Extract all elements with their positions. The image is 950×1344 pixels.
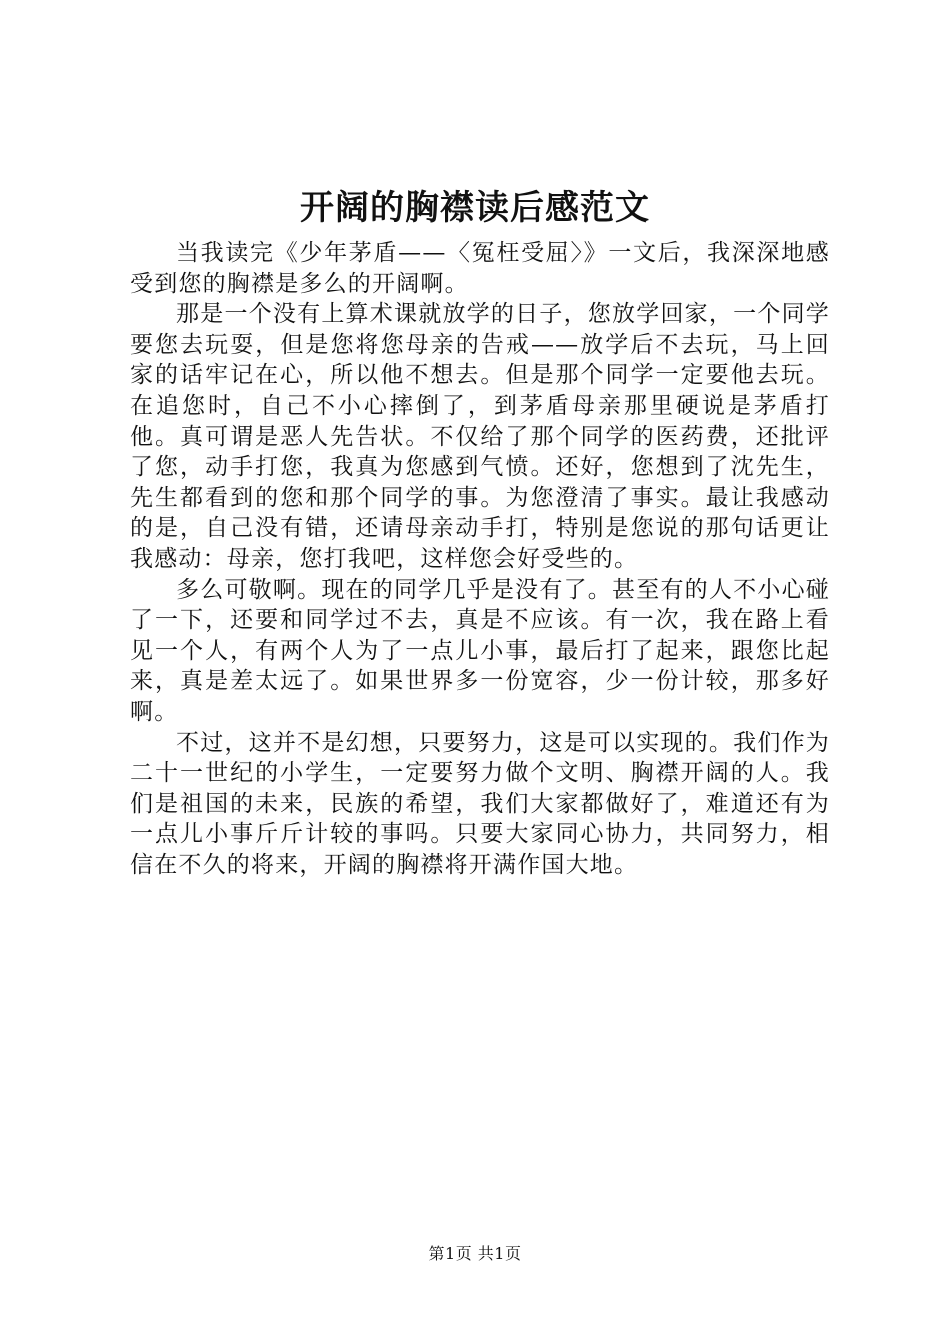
paragraph: 多么可敬啊。现在的同学几乎是没有了。甚至有的人不小心碰了一下，还要和同学过不去，真是不应该。有一次，我在路上看见一个人，有两个人为了一点儿小事，最后打了起来，跟您比起来，真是差太远了。如果世界多一份宽容，少一份计较，那多好啊。 bbox=[130, 576, 830, 725]
document-title: 开阔的胸襟读后感范文 bbox=[300, 188, 650, 228]
paragraph: 不过，这并不是幻想，只要努力，这是可以实现的。我们作为二十一世纪的小学生，一定要努力做个文明、胸襟开阔的人。我们是祖国的未来，民族的希望，我们大家都做好了，难道还有为一点儿小事斤斤计较的事吗。只要大家同心协力，共同努力，相信在不久的将来，开阔的胸襟将开满作国大地。 bbox=[130, 729, 830, 878]
document-body bbox=[130, 238, 830, 880]
paragraph: 那是一个没有上算术课就放学的日子，您放学回家，一个同学要您去玩耍，但是您将您母亲的告戒——放学后不去玩，马上回家的话牢记在心，所以他不想去。但是那个同学一定要他去玩。在追您时，自己不小心摔倒了，到茅盾母亲那里硬说是茅盾打他。真可谓是恶人先告状。不仅给了那个同学的医药费，还批评了您，动手打您，我真为您感到气愤。还好，您想到了沈先生，先生都看到的您和那个同学的事。为您澄清了事实。最让我感动的是，自己没有错，还请母亲动手打，特别是您说的那句话更让我感动：母亲，您打我吧，这样您会好受些的。 bbox=[130, 301, 830, 572]
paragraph: 当我读完《少年茅盾——〈冤枉受屈〉》一文后，我深深地感受到您的胸襟是多么的开阔啊。 bbox=[130, 240, 830, 297]
page-number-footer: 第1页 共1页 bbox=[428, 1244, 522, 1263]
